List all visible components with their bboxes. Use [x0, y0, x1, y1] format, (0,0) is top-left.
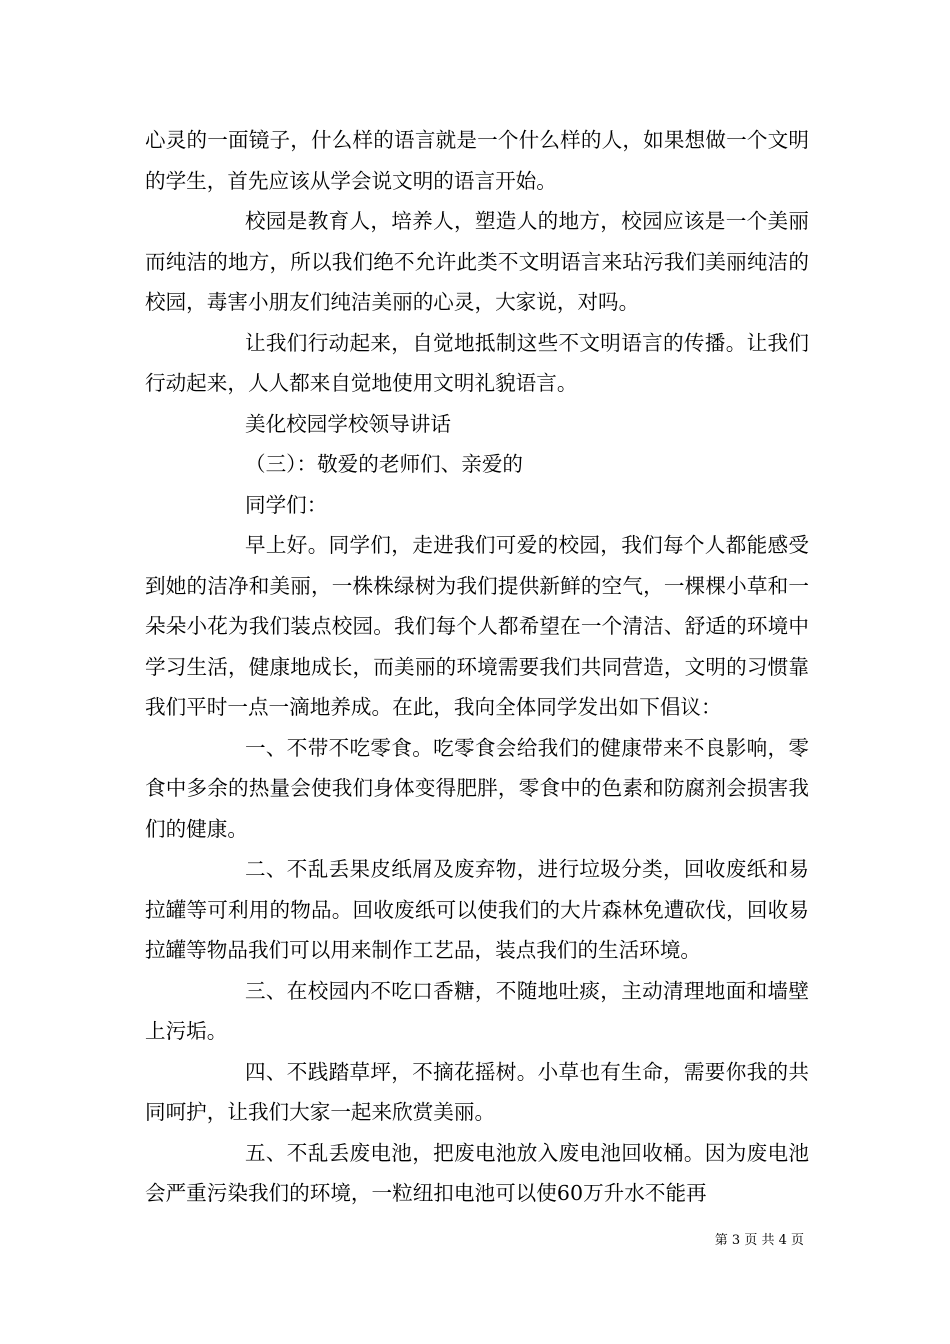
- proposal-item-4: 四、不践踏草坪，不摘花摇树。小草也有生命，需要你我的共同呵护，让我们大家一起来欣赏美丽。: [145, 1059, 809, 1124]
- proposal-item-3: 三、在校园内不吃口香糖，不随地吐痰，主动清理地面和墙壁上污垢。: [145, 978, 809, 1043]
- paragraph-3: 让我们行动起来，自觉地抵制这些不文明语言的传播。让我们行动起来，人人都来自觉地使用文明礼貌语言。: [145, 330, 809, 395]
- salutation: 同学们：: [245, 492, 328, 517]
- proposal-item-1: 一、不带不吃零食。吃零食会给我们的健康带来不良影响，零食中多余的热量会使我们身体变得肥胖，零食中的色素和防腐剂会损害我们的健康。: [145, 735, 809, 841]
- proposal-item-2: 二、不乱丢果皮纸屑及废弃物，进行垃圾分类，回收废纸和易拉罐等可利用的物品。回收废纸可以使我们的大片森林免遭砍伐，回收易拉罐等物品我们可以用来制作工艺品，装点我们的生活环境。: [145, 857, 809, 962]
- page-number-footer: 第 3 页 共 4 页: [714, 1233, 804, 1248]
- proposal-item-5: 五、不乱丢废电池，把废电池放入废电池回收桶。因为废电池会严重污染我们的环境，一粒纽扣电池可以使60万升水不能再: [145, 1140, 809, 1205]
- section-title: 美化校园学校领导讲话: [245, 411, 451, 436]
- paragraph-1: 心灵的一面镜子，什么样的语言就是一个什么样的人，如果想做一个文明的学生，首先应该从学会说文明的语言开始。: [145, 128, 809, 193]
- section-subtitle: （三）：敬爱的老师们、亲爱的: [245, 452, 524, 476]
- paragraph-2: 校园是教育人，培养人，塑造人的地方，校园应该是一个美丽而纯洁的地方，所以我们绝不允许此类不文明语言来玷污我们美丽纯洁的校园，毒害小朋友们纯洁美丽的心灵，大家说，对吗。: [145, 209, 809, 314]
- document-body: [145, 120, 809, 1214]
- paragraph-greeting: 早上好。同学们，走进我们可爱的校园，我们每个人都能感受到她的洁净和美丽，一株株绿树为我们提供新鲜的空气，一棵棵小草和一朵朵小花为我们装点校园。我们每个人都希望在一个清洁、舒适的环境中学习生活，健康地成长，而美丽的环境需要我们共同营造，文明的习惯靠我们平时一点一滴地养成。在此，我向全体同学发出如下倡议：: [145, 533, 809, 719]
